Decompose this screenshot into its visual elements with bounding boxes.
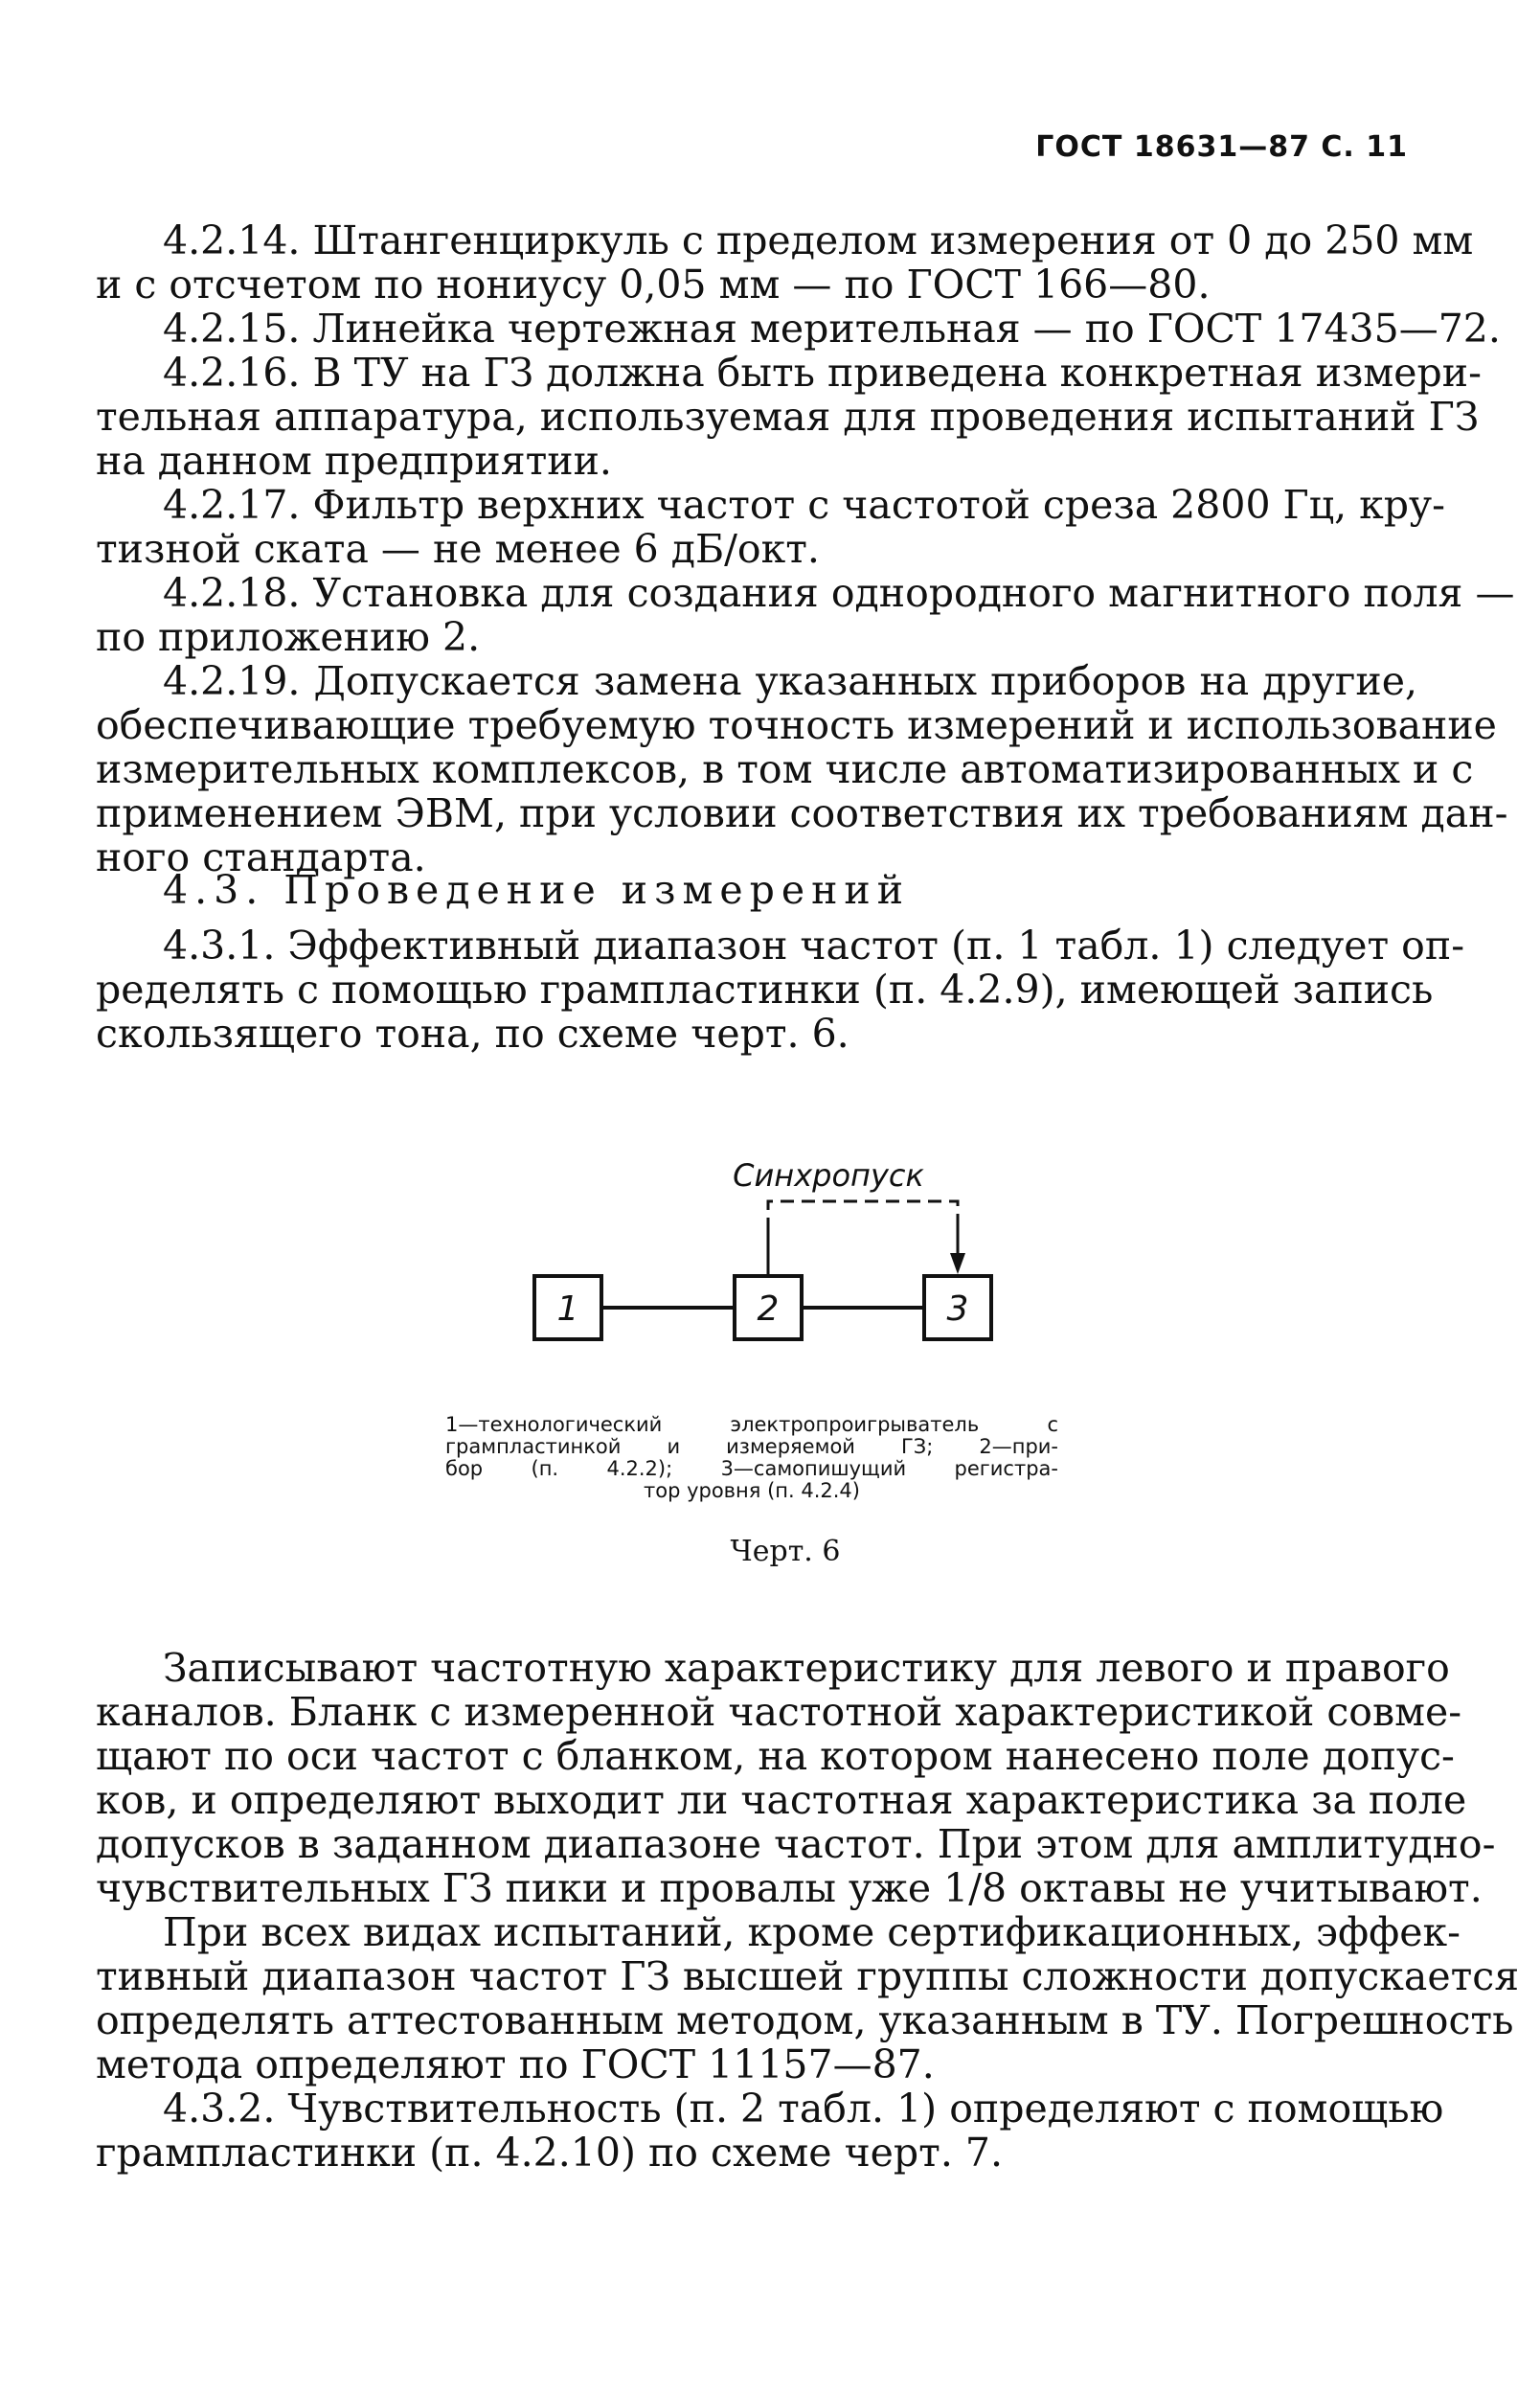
p4218-line-1: 4.2.18. Установка для создания однородного магнитного поля — <box>163 570 1515 616</box>
caption-line-3: бор (п. 4.2.2); 3—самопишущий регистра- <box>445 1457 1058 1480</box>
caption-line-4: тор уровня (п. 4.2.4) <box>643 1479 860 1502</box>
section-block <box>96 867 1465 1057</box>
pb-line-1: При всех видах испытаний, кроме сертификационных, эффек- <box>163 1909 1461 1955</box>
box-1-label: 1 <box>556 1289 579 1329</box>
p4217-line-2: тизной ската — не менее 6 дБ/окт. <box>96 526 820 572</box>
pb-line-2: тивный диапазон частот ГЗ высшей группы сложности допускается <box>96 1953 1520 1999</box>
pc-line-1: 4.3.2. Чувствительность (п. 2 табл. 1) определяют с помощью <box>163 2086 1444 2132</box>
section-title: 4.3. Проведение измерений <box>163 867 911 913</box>
pc-line-2: грампластинки (п. 4.2.10) по схеме черт. 7. <box>96 2130 1004 2176</box>
pa-line-3: щают по оси частот с бланком, на котором нанесено поле допус- <box>96 1733 1455 1779</box>
p4216-line-2: тельная аппаратура, используемая для проведения испытаний ГЗ <box>96 394 1480 440</box>
pa-line-5: допусков в заданном диапазоне частот. При этом для амплитудно- <box>96 1821 1496 1867</box>
pa-line-6: чувствительных ГЗ пики и провалы уже 1/8 октавы не учитывают. <box>96 1865 1483 1911</box>
p4219-line-1: 4.2.19. Допускается замена указанных приборов на другие, <box>163 658 1417 704</box>
p4219-line-4: применением ЭВМ, при условии соответствия их требованиям дан- <box>96 790 1508 836</box>
figure-6-diagram <box>517 1140 1034 1379</box>
p4219-line-2: обеспечивающие требуемую точность измерений и использование <box>96 702 1497 748</box>
p4214-line-2: и с отсчетом по нониусу 0,05 мм — по ГОСТ 166—80. <box>96 262 1211 308</box>
box-2-label: 2 <box>757 1289 780 1329</box>
p4214-line-1: 4.2.14. Штангенциркуль с пределом измерения от 0 до 250 мм <box>163 217 1474 263</box>
caption-line-1: 1—технологический электропроигрыватель с <box>445 1413 1058 1436</box>
p4218-line-2: по приложению 2. <box>96 614 481 660</box>
p4215-line-1: 4.2.15. Линейка чертежная мерительная — по ГОСТ 17435—72. <box>163 306 1501 352</box>
pb-line-4: метода определяют по ГОСТ 11157—87. <box>96 2041 935 2087</box>
figure-title: Черт. 6 <box>730 1535 841 1568</box>
top-text-block <box>96 217 1515 880</box>
p431-line-2: ределять с помощью грампластинки (п. 4.2.9), имеющей запись <box>96 967 1434 1013</box>
page-header: ГОСТ 18631—87 С. 11 <box>1035 130 1408 164</box>
bottom-text-block <box>96 1645 1520 2176</box>
caption-line-2: грампластинкой и измеряемой ГЗ; 2—при- <box>445 1435 1058 1458</box>
p4217-line-1: 4.2.17. Фильтр верхних частот с частотой среза 2800 Гц, кру- <box>163 482 1445 528</box>
sync-dashed-line <box>768 1201 958 1231</box>
pb-line-3: определять аттестованным методом, указанным в ТУ. Погрешность <box>96 1997 1514 2043</box>
p4216-line-3: на данном предприятии. <box>96 438 612 484</box>
p4216-line-1: 4.2.16. В ТУ на ГЗ должна быть приведена конкретная измери- <box>163 350 1482 396</box>
p431-line-1: 4.3.1. Эффективный диапазон частот (п. 1 табл. 1) следует оп- <box>163 923 1465 969</box>
p4219-line-3: измерительных комплексов, в том числе автоматизированных и с <box>96 746 1474 792</box>
box-3-label: 3 <box>946 1289 969 1329</box>
sync-arrow-icon <box>950 1253 965 1274</box>
pa-line-2: каналов. Бланк с измеренной частотной характеристикой совме- <box>96 1689 1462 1735</box>
figure-caption <box>445 1414 1058 1502</box>
pa-line-4: ков, и определяют выходит ли частотная характеристика за поле <box>96 1777 1467 1823</box>
p431-line-3: скользящего тона, по схеме черт. 6. <box>96 1011 849 1057</box>
sync-label: Синхропуск <box>733 1157 924 1194</box>
p4219-line-5: ного стандарта. <box>96 834 426 880</box>
pa-line-1: Записывают частотную характеристику для левого и правого <box>163 1645 1450 1691</box>
